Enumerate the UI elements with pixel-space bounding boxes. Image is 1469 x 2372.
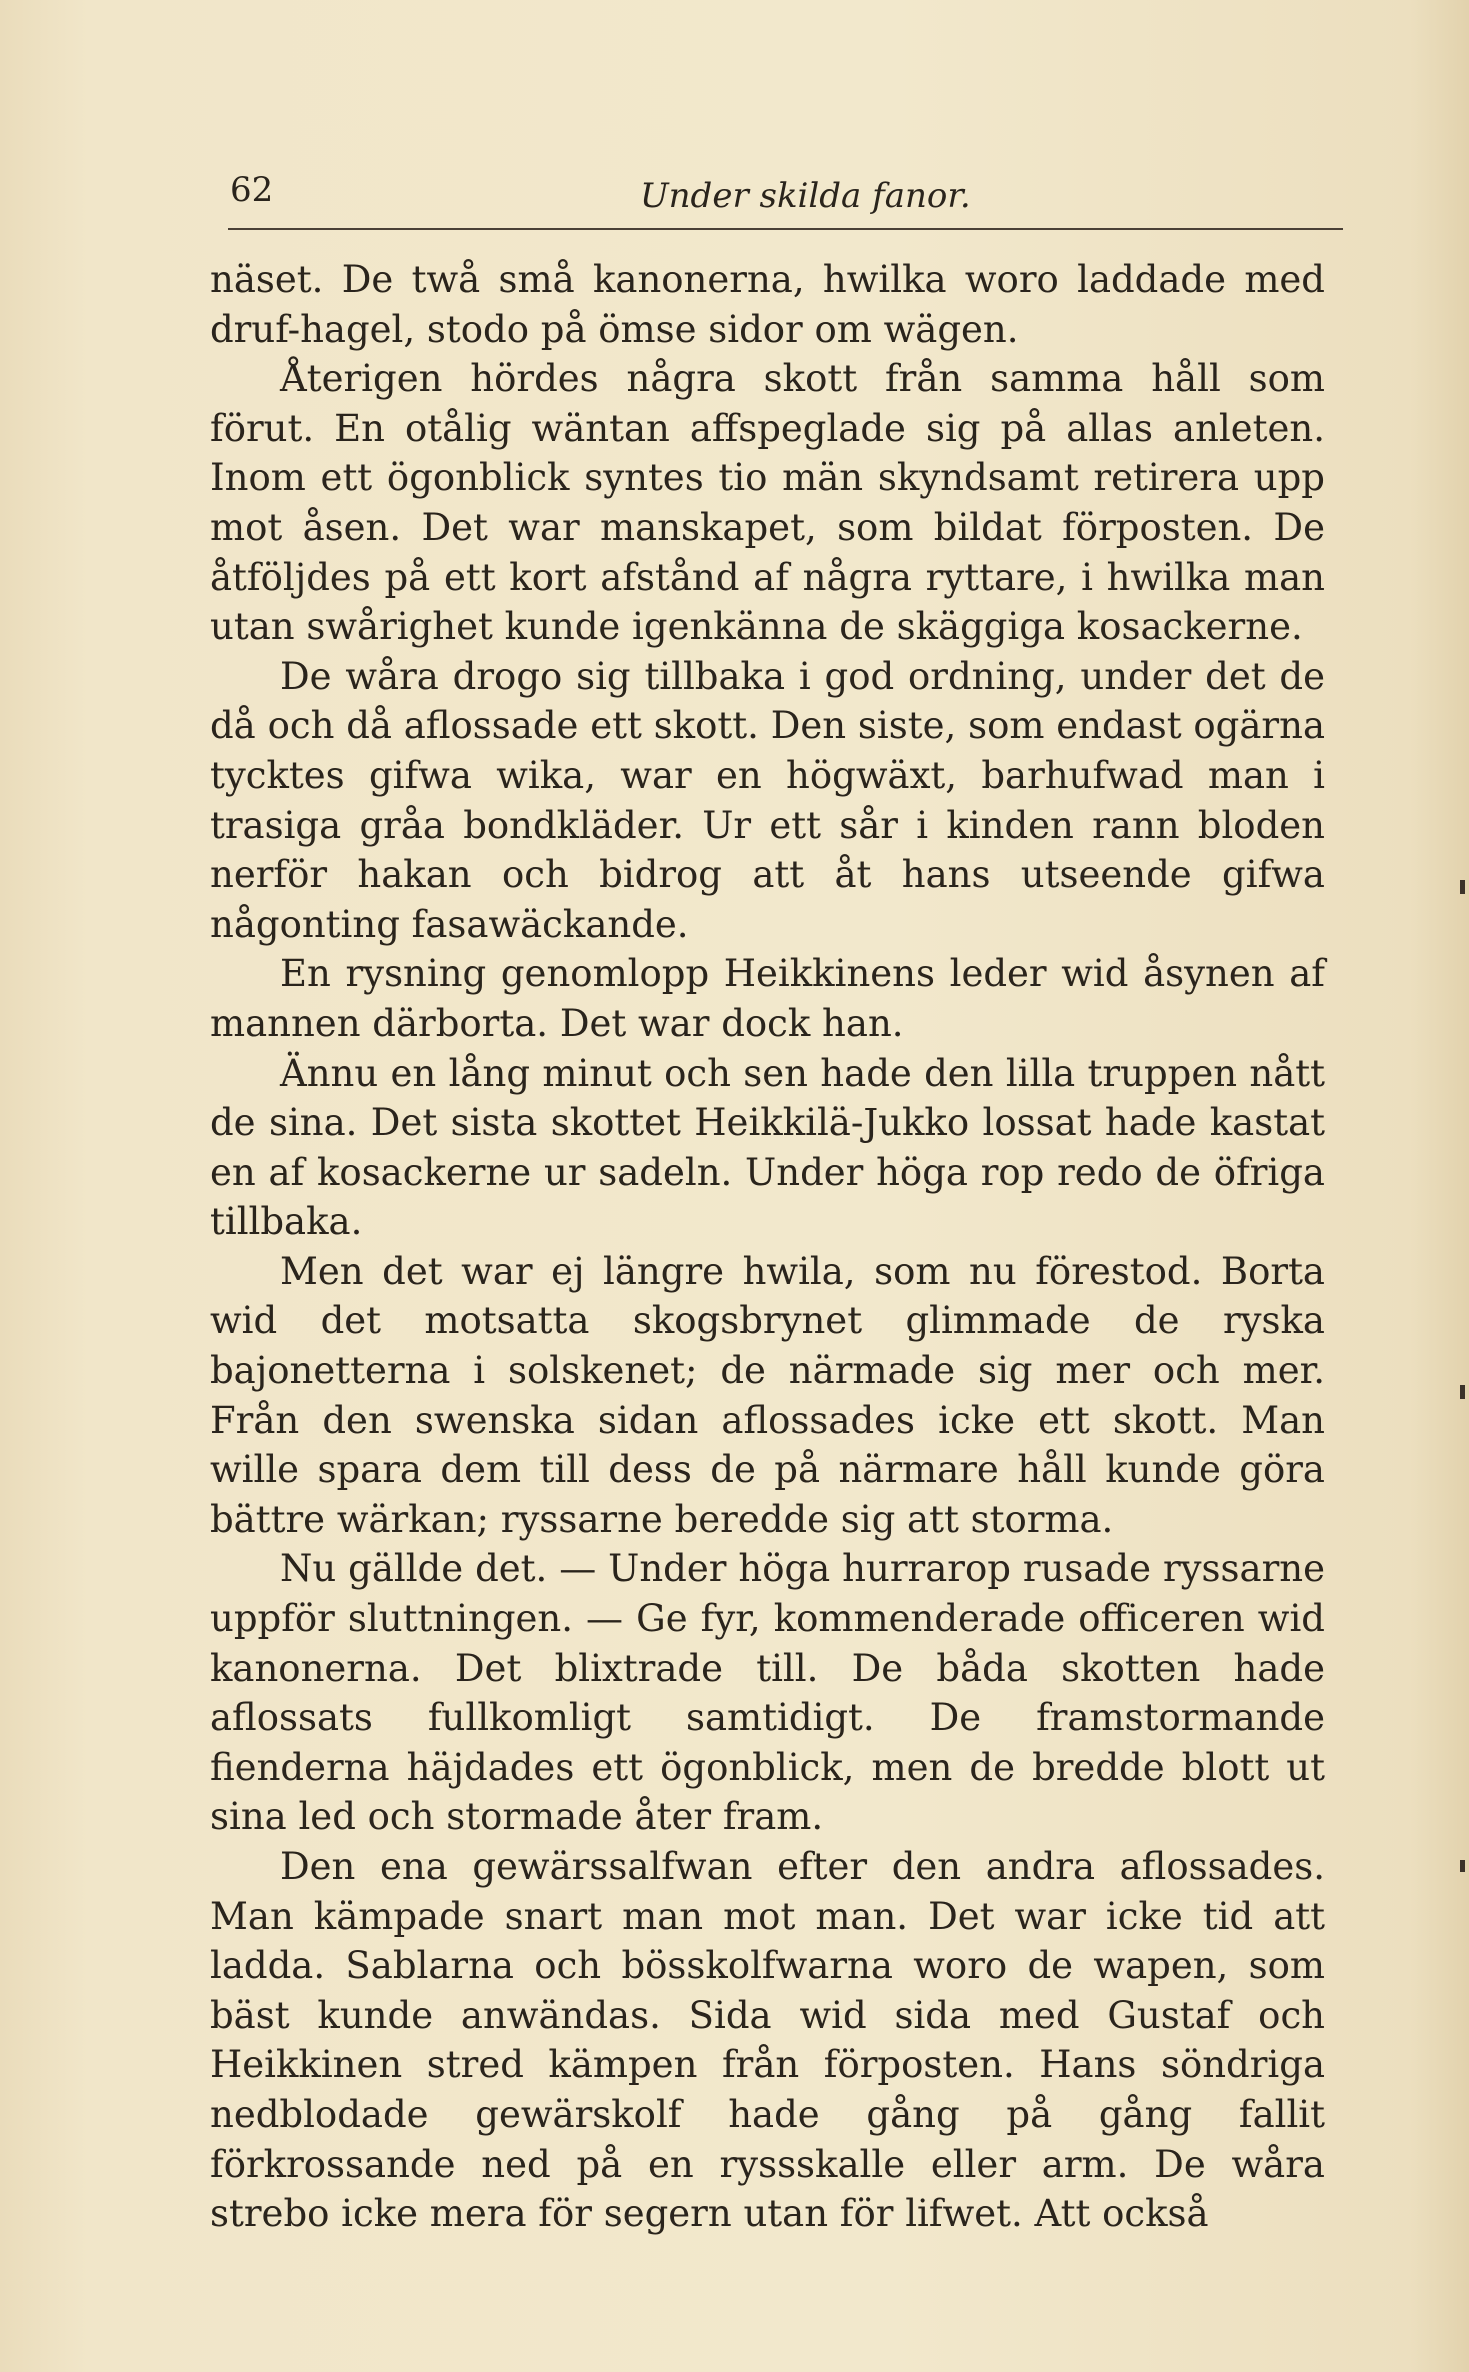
page-edge-mark — [1460, 1860, 1465, 1872]
paragraph: Men det war ej längre hwila, som nu förestod. Borta wid det motsatta skogsbrynet glimmade de ryska bajonetterna i solskenet; de närmade sig mer och mer. Från den swenska sidan aflossades icke ett skott. Man wille spara dem till dess de på närmare håll kunde göra bättre wärkan; ryssarne beredde sig att storma. — [210, 1249, 1325, 1541]
paragraph: En rysning genomlopp Heikkinens leder wid åsynen af mannen därborta. Det war dock han. — [210, 952, 1325, 1045]
paragraph: Den ena gewärssalfwan efter den andra aflossades. Man kämpade snart man mot man. Det war icke tid att ladda. Sablarna och bösskolfwarna woro de wapen, som bäst kunde anwändas. Sida wid sida med Gustaf och Heikkinen stred kämpen från förposten. Hans söndriga nedblodade gewärskolf hade gång på gång fallit förkrossande ned på en ryssskalle eller arm. De wåra strebo icke mera för segern utan för lifwet. Att också — [210, 1845, 1325, 2236]
paragraph: Återigen hördes några skott från samma håll som förut. En otålig wäntan affspeglade sig på allas anleten. Inom ett ögonblick syntes tio män skyndsamt retirera upp mot åsen. Det war manskapet, som bildat förposten. De åtföljdes på ett kort afstånd af några ryttare, i hwilka man utan swårighet kunde igenkänna de skäggiga kosackerne. — [210, 357, 1325, 649]
page-number: 62 — [230, 170, 274, 210]
page-edge-mark — [1460, 1385, 1465, 1399]
paragraph: Ännu en lång minut och sen hade den lilla truppen nått de sina. Det sista skottet Heikkilä-Jukko lossat hade kastat en af kosackerne ur sadeln. Under höga rop redo de öfriga tillbaka. — [210, 1051, 1325, 1244]
header-rule — [228, 228, 1343, 230]
body-text — [210, 255, 1325, 2239]
running-title: Under skilda fanor. — [640, 176, 971, 216]
paragraph: Nu gällde det. — Under höga hurrarop rusade ryssarne uppför sluttningen. — Ge fyr, kommenderade officeren wid kanonerna. Det blixtrade till. De båda skotten hade aflossats fullkomligt samtidigt. De framstormande fienderna häjdades ett ögonblick, men de bredde blott ut sina led och stormade åter fram. — [210, 1547, 1325, 1839]
paragraph: näset. De twå små kanonerna, hwilka woro laddade med druf-hagel, stodo på ömse sidor om wägen. — [210, 258, 1325, 351]
paragraph: De wåra drogo sig tillbaka i god ordning, under det de då och då aflossade ett skott. Den siste, som endast ogärna tycktes gifwa wika, war en högwäxt, barhufwad man i trasiga gråa bondkläder. Ur ett sår i kinden rann bloden nerför hakan och bidrog att åt hans utseende gifwa någonting fasawäckande. — [210, 654, 1325, 946]
page-edge-mark — [1460, 880, 1465, 894]
